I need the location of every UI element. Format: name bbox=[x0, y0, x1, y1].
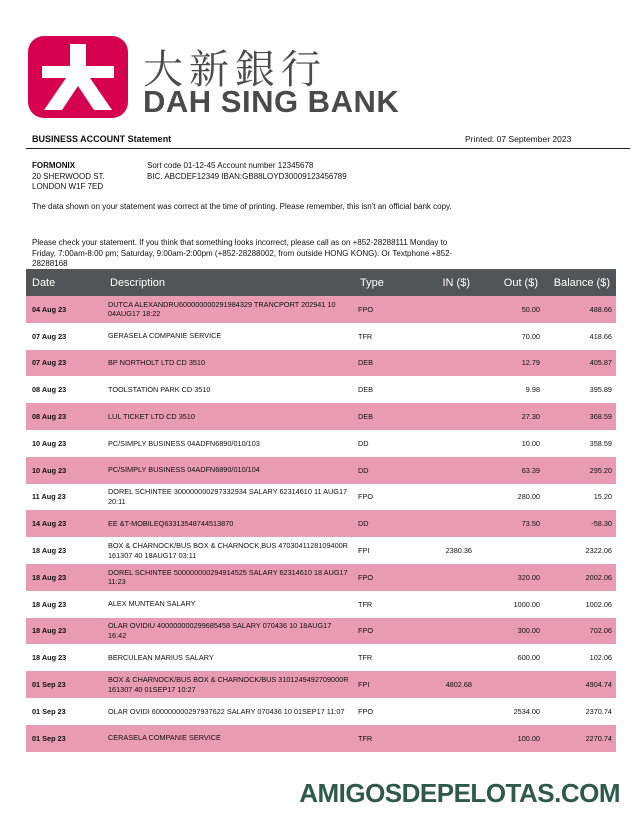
cell-description: BOX & CHARNOCK/BUS BOX & CHARNOCK/BUS 3101249492709000R 161307 40 01SEP17 10:27 bbox=[104, 671, 354, 698]
cell-out: 600.00 bbox=[517, 653, 540, 663]
cell-type: DEB bbox=[354, 403, 414, 430]
cell-in bbox=[414, 376, 476, 403]
address-line: 20 SHERWOOD ST. bbox=[32, 171, 105, 181]
cell-description: DUTCA ALEXANDRU600000000291984329 TRANCPORT 202941 10 04AUG17 18:22 bbox=[104, 296, 354, 323]
transactions-table bbox=[26, 269, 616, 752]
cell-in bbox=[414, 484, 476, 511]
cell-balance: 295.20 bbox=[544, 457, 616, 484]
cell-in bbox=[414, 725, 476, 752]
cell-type: FPI bbox=[358, 546, 370, 556]
cell-date: 18 Aug 23 bbox=[26, 618, 104, 645]
cell-out: 2534.00 bbox=[513, 706, 540, 716]
cell-out: 280.00 bbox=[517, 492, 540, 502]
col-date: Date bbox=[26, 269, 104, 296]
cell-in bbox=[414, 591, 476, 618]
table-row bbox=[26, 376, 616, 403]
cell-description: GERASELA COMPANIE SERVICE bbox=[108, 331, 222, 341]
bank-name-english: DAH SING BANK bbox=[143, 84, 400, 119]
table-row bbox=[26, 510, 616, 537]
cell-in bbox=[414, 323, 476, 350]
cell-in bbox=[414, 403, 476, 430]
cell-date: 11 Aug 23 bbox=[32, 492, 66, 502]
cell-in bbox=[414, 618, 476, 645]
cell-type: FPO bbox=[354, 564, 414, 591]
table-row bbox=[26, 323, 616, 350]
cell-out: 27.30 bbox=[476, 403, 544, 430]
cell-type: TFR bbox=[358, 331, 373, 341]
cell-balance: 358.59 bbox=[589, 438, 612, 448]
cell-date: 01 Sep 23 bbox=[32, 706, 66, 716]
cell-in bbox=[414, 430, 476, 457]
cell-description: PC/SIMPLY BUSINESS 04ADFN6890/010/103 bbox=[108, 438, 260, 448]
cell-date: 01 Sep 23 bbox=[26, 725, 104, 752]
table-row bbox=[26, 725, 616, 752]
cell-date: 08 Aug 23 bbox=[32, 385, 67, 395]
cell-date: 08 Aug 23 bbox=[26, 403, 104, 430]
cell-type: DD bbox=[358, 438, 369, 448]
watermark: AMIGOSDEPELOTAS.COM bbox=[299, 778, 620, 808]
cell-date: 14 Aug 23 bbox=[26, 510, 104, 537]
col-out: Out ($) bbox=[476, 269, 544, 296]
cell-out bbox=[476, 671, 544, 698]
cell-date: 04 Aug 23 bbox=[26, 296, 104, 323]
cell-in bbox=[414, 510, 476, 537]
account-line: Sort code 01-12-45 Account number 12345678 bbox=[147, 161, 314, 170]
cell-out bbox=[476, 537, 544, 564]
cell-description: LUL TICKET LTD CD 3510 bbox=[104, 403, 354, 430]
cell-out: 1000.00 bbox=[513, 599, 540, 609]
dah-sing-logo-icon bbox=[28, 36, 128, 118]
cell-description: OLAR OVIDIU 400000000299685458 SALARY 070436 10 18AUG17 16:42 bbox=[104, 618, 354, 645]
customer-name: FORMONIX bbox=[32, 161, 76, 170]
customer-address bbox=[32, 161, 105, 193]
printed-date: Printed: 07 September 2023 bbox=[465, 134, 572, 144]
bank-name-chinese: 大新銀行 bbox=[143, 47, 327, 93]
cell-out: 12.79 bbox=[476, 350, 544, 377]
cell-in bbox=[414, 644, 476, 671]
table-header bbox=[26, 269, 616, 296]
cell-date: 18 Aug 23 bbox=[32, 546, 67, 556]
cell-balance: 405.87 bbox=[544, 350, 616, 377]
cell-in: 4802.68 bbox=[414, 671, 476, 698]
cell-balance: 2270.74 bbox=[544, 725, 616, 752]
cell-type: DEB bbox=[358, 385, 374, 395]
cell-description: TOOLSTATION PARK CD 3510 bbox=[108, 385, 211, 395]
cell-balance: 2370.74 bbox=[585, 706, 612, 716]
cell-balance: 102.06 bbox=[589, 653, 612, 663]
table-row bbox=[26, 537, 616, 564]
cell-in bbox=[414, 296, 476, 323]
account-details bbox=[147, 161, 347, 182]
cell-date: 18 Aug 23 bbox=[32, 653, 67, 663]
cell-balance: -58.30 bbox=[544, 510, 616, 537]
cell-out: 50.00 bbox=[476, 296, 544, 323]
table-row bbox=[26, 296, 616, 323]
cell-in bbox=[414, 698, 476, 725]
cell-description: DOREL SCHINTEE 300000000297332934 SALARY 62314610 11 AUG17 20:11 bbox=[108, 487, 348, 506]
col-in: IN ($) bbox=[414, 269, 476, 296]
cell-type: DD bbox=[354, 510, 414, 537]
cell-out: 300.00 bbox=[476, 618, 544, 645]
cell-description: DOREL SCHINTEE 500000000294914525 SALARY 62314610 18 AUG17 11:23 bbox=[104, 564, 354, 591]
cell-type: TFR bbox=[354, 725, 414, 752]
accuracy-note: The data shown on your statement was correct at the time of printing. Please remember, this isn't an official bank copy. bbox=[32, 202, 452, 211]
table-row bbox=[26, 350, 616, 377]
address-line: LONDON W1F 7ED bbox=[32, 182, 104, 191]
table-row bbox=[26, 618, 616, 645]
cell-balance: 4904.74 bbox=[544, 671, 616, 698]
cell-out: 100.00 bbox=[476, 725, 544, 752]
cell-date: 07 Aug 23 bbox=[26, 350, 104, 377]
cell-description: PC/SIMPLY BUSINESS 04ADFN6890/010/104 bbox=[104, 457, 354, 484]
cell-in bbox=[414, 457, 476, 484]
table-row bbox=[26, 644, 616, 671]
cell-out: 9.98 bbox=[525, 385, 540, 395]
cell-description: BERCULEAN MARIUS SALARY bbox=[108, 653, 214, 662]
cell-type: FPO bbox=[358, 492, 373, 502]
cell-type: FPI bbox=[354, 671, 414, 698]
cell-balance: 1002.06 bbox=[585, 599, 612, 609]
cell-balance: 15.20 bbox=[593, 492, 612, 502]
cell-type: DEB bbox=[354, 350, 414, 377]
cell-type: TFR bbox=[358, 653, 373, 663]
cell-date: 18 Aug 23 bbox=[26, 564, 104, 591]
cell-balance: 418.66 bbox=[589, 331, 612, 341]
col-type: Type bbox=[354, 269, 414, 296]
cell-in bbox=[414, 564, 476, 591]
col-description: Description bbox=[104, 269, 354, 296]
cell-type: FPO bbox=[354, 618, 414, 645]
col-balance: Balance ($) bbox=[544, 269, 616, 296]
cell-description: EE &T-MOBILEQ63313548744513870 bbox=[104, 510, 354, 537]
cell-description: BOX & CHARNOCK/BUS BOX & CHARNOCK,BUS 4703041128109400R 161307 40 18AUG17 03:11 bbox=[108, 541, 348, 560]
cell-out: 10.00 bbox=[521, 438, 540, 448]
cell-balance: 488.66 bbox=[544, 296, 616, 323]
cell-date: 18 Aug 23 bbox=[32, 599, 67, 609]
table-row bbox=[26, 591, 616, 618]
cell-balance: 702.06 bbox=[544, 618, 616, 645]
cell-description: BP NORTHOLT LTD CD 3510 bbox=[104, 350, 354, 377]
cell-date: 07 Aug 23 bbox=[32, 331, 67, 341]
cell-date: 10 Aug 23 bbox=[32, 438, 67, 448]
cell-out: 63.39 bbox=[476, 457, 544, 484]
table-row bbox=[26, 484, 616, 511]
cell-description: ALEX MUNTEAN SALARY bbox=[108, 599, 196, 609]
cell-type: DD bbox=[354, 457, 414, 484]
table-row bbox=[26, 457, 616, 484]
cell-description: OLAR OVIDI 600000000297937622 SALARY 070436 10 01SEP17 11:07 bbox=[108, 706, 345, 716]
cell-out: 73.50 bbox=[476, 510, 544, 537]
contact-note: Please check your statement. If you think that something looks incorrect, please call as on +852-28288111 Monday to Friday, 7:00am-8:00 pm; Saturday, 9:00am-2:00pm (+852-28288002, from outside HONG KONG). Or Textphone +852-28288168 bbox=[32, 238, 453, 268]
cell-in bbox=[414, 350, 476, 377]
account-line: BIC. ABCDEF12349 IBAN:GB88LOYD30009123456789 bbox=[147, 171, 347, 181]
cell-balance: 2322.06 bbox=[585, 546, 612, 556]
divider bbox=[26, 148, 630, 149]
cell-out: 70.00 bbox=[521, 331, 540, 341]
cell-date: 01 Sep 23 bbox=[26, 671, 104, 698]
cell-type: FPO bbox=[358, 706, 373, 716]
cell-balance: 2002.06 bbox=[544, 564, 616, 591]
table-row bbox=[26, 403, 616, 430]
statement-title: BUSINESS ACCOUNT Statement bbox=[32, 134, 172, 144]
table-row bbox=[26, 564, 616, 591]
table-row bbox=[26, 430, 616, 457]
cell-out: 320.00 bbox=[476, 564, 544, 591]
cell-date: 10 Aug 23 bbox=[26, 457, 104, 484]
cell-type: TFR bbox=[358, 599, 373, 609]
cell-balance: 395.89 bbox=[589, 385, 612, 395]
cell-type: FPO bbox=[354, 296, 414, 323]
cell-description: CERASELA COMPANIE SERVICE bbox=[104, 725, 354, 752]
cell-balance: 368.59 bbox=[544, 403, 616, 430]
cell-in: 2380.36 bbox=[445, 546, 472, 556]
table-row bbox=[26, 698, 616, 725]
table-row bbox=[26, 671, 616, 698]
